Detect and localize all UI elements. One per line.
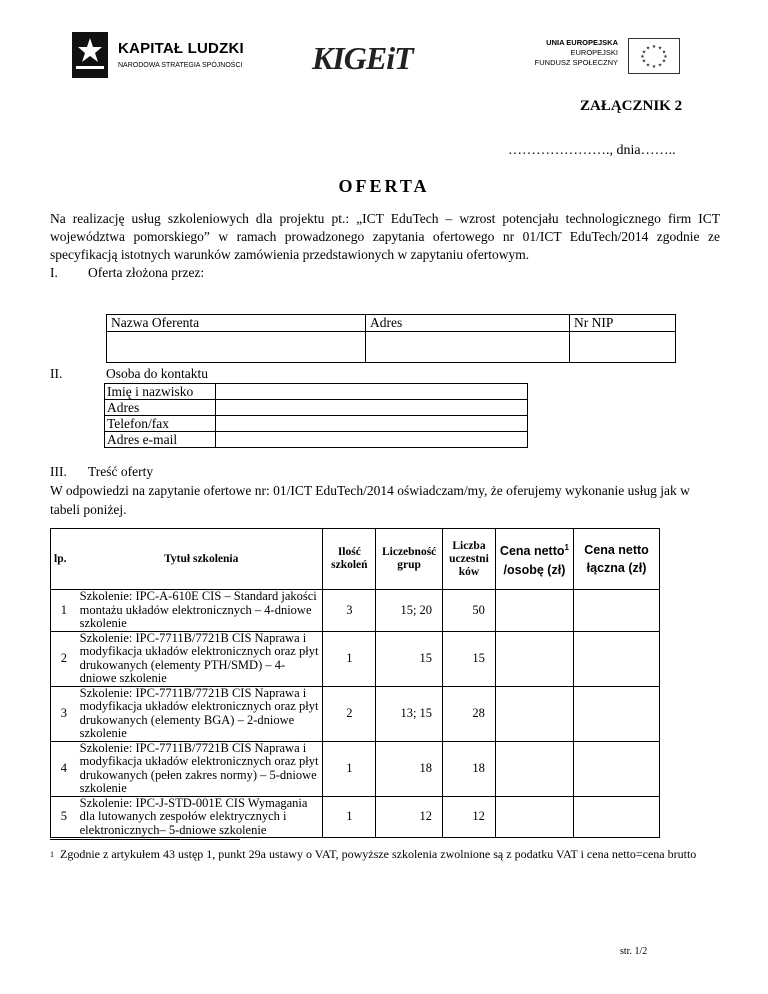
footnote-text: Zgodnie z artykułem 43 ustęp 1, punkt 29a ustawy o VAT, powyższe szkolenia zwolnione są z podatku VAT i cena netto=cena brutto xyxy=(60,847,697,861)
contact-label-email: Adres e-mail xyxy=(105,432,216,448)
col-nr-nip: Nr NIP xyxy=(570,315,676,332)
contact-email-field[interactable] xyxy=(216,432,528,448)
svg-text:★: ★ xyxy=(641,49,647,56)
section3-heading xyxy=(50,462,710,481)
contact-table xyxy=(104,383,528,448)
adres-field[interactable] xyxy=(366,332,570,363)
row-lp: 5 xyxy=(51,796,77,838)
svg-text:★: ★ xyxy=(657,62,663,69)
section3-label: Treść oferty xyxy=(88,464,154,479)
section2-number: II. xyxy=(50,366,63,381)
row-groups: 18 xyxy=(376,741,443,796)
footnote xyxy=(50,846,720,863)
row-price-net-field[interactable] xyxy=(495,590,573,632)
row-title: Szkolenie: IPC-7711B/7721B CIS Naprawa i modyfikacja układów elektronicznych oraz płyt drukowanych (elementy BGA) – 2-dniowe szkolenie xyxy=(77,686,323,741)
header-price-net-tail: /osobę (zł) xyxy=(503,562,566,577)
row-total-net-field[interactable] xyxy=(574,631,660,686)
header-participants: Liczba uczestni ków xyxy=(443,529,496,590)
row-groups: 15; 20 xyxy=(376,590,443,632)
header-lp-title xyxy=(51,529,323,590)
kigeit-logo-text: KIGEiT xyxy=(312,40,413,76)
intro-text: Na realizację usług szkoleniowych dla projektu pt.: „ICT EduTech – wzrost potencjału technologicznego firm ICT województwa pomorskiego” w ramach prowadzonego zapytania ofertowego nr 01/ICT EduTech/2014 zgodnie ze specyfikacją istotnych warunków zamówienia przedstawionych w zapytaniu ofertowym. xyxy=(50,211,720,262)
table-row xyxy=(51,590,660,632)
eu-flag-icon xyxy=(628,38,680,74)
kapital-ludzki-emblem-icon xyxy=(72,32,108,78)
header-total-net: Cena netto łączna (zł) xyxy=(574,529,660,590)
header-lp: lp. xyxy=(54,552,67,565)
svg-text:★: ★ xyxy=(645,62,651,69)
row-lp: 3 xyxy=(51,686,77,741)
offer-table xyxy=(50,528,660,838)
section3 xyxy=(50,462,710,519)
row-total-net-field[interactable] xyxy=(574,686,660,741)
header-price-net-text: Cena netto xyxy=(499,544,565,559)
intro-paragraph xyxy=(50,210,720,282)
ue-line2: EUROPEJSKI xyxy=(570,48,618,57)
row-total-net-field[interactable] xyxy=(574,741,660,796)
row-groups: 13; 15 xyxy=(376,686,443,741)
section3-number: III. xyxy=(50,464,67,479)
row-price-net-field[interactable] xyxy=(495,631,573,686)
section1-heading xyxy=(50,264,720,282)
row-participants: 50 xyxy=(443,590,496,632)
page-number: str. 1/2 xyxy=(620,946,648,957)
oferent-table xyxy=(106,314,676,363)
footnote-rule xyxy=(50,839,240,840)
header-price-net xyxy=(495,529,573,590)
row-total-net-field[interactable] xyxy=(574,796,660,838)
row-price-net-field[interactable] xyxy=(495,686,573,741)
ue-line1: UNIA EUROPEJSKA xyxy=(546,38,618,47)
contact-label-name: Imię i nazwisko xyxy=(105,384,216,400)
contact-label-address: Adres xyxy=(105,400,216,416)
row-groups: 15 xyxy=(376,631,443,686)
table-row xyxy=(51,631,660,686)
row-count: 1 xyxy=(323,741,376,796)
annex-label: ZAŁĄCZNIK 2 xyxy=(580,98,683,114)
row-total-net-field[interactable] xyxy=(574,590,660,632)
row-title: Szkolenie: IPC-7711B/7721B CIS Naprawa i modyfikacja układów elektronicznych oraz płyt drukowanych (pełen zakres normy) – 5-dniowe szkolenie xyxy=(77,741,323,796)
kapital-ludzki-title: KAPITAŁ LUDZKI xyxy=(118,40,244,57)
row-title: Szkolenie: IPC-J-STD-001E CIS Wymagania dla lutowanych zespołów elektrycznych i elektronicznych– 5-dniowe szkolenie xyxy=(77,796,323,838)
table-row xyxy=(51,741,660,796)
nr-nip-field[interactable] xyxy=(570,332,676,363)
header-count: Ilość szkoleń xyxy=(323,529,376,590)
row-count: 3 xyxy=(323,590,376,632)
row-title: Szkolenie: IPC-A-610E CIS – Standard jakości montażu układów elektronicznych – 4-dniowe szkolenie xyxy=(77,590,323,632)
row-count: 1 xyxy=(323,796,376,838)
ue-logo xyxy=(522,38,678,78)
nazwa-oferenta-field[interactable] xyxy=(107,332,366,363)
row-count: 2 xyxy=(323,686,376,741)
ue-line3: FUNDUSZ SPOŁECZNY xyxy=(534,58,618,67)
row-lp: 2 xyxy=(51,631,77,686)
row-participants: 18 xyxy=(443,741,496,796)
row-participants: 12 xyxy=(443,796,496,838)
table-row xyxy=(51,686,660,741)
contact-address-field[interactable] xyxy=(216,400,528,416)
row-title: Szkolenie: IPC-7711B/7721B CIS Naprawa i modyfikacja układów elektronicznych oraz płyt drukowanych (elementy PTH/SMD) – 4-dniowe szkolenie xyxy=(77,631,323,686)
kigeit-logo xyxy=(312,40,432,80)
svg-text:★: ★ xyxy=(661,49,667,56)
offer-table-header xyxy=(51,529,660,590)
row-price-net-field[interactable] xyxy=(495,741,573,796)
row-count: 1 xyxy=(323,631,376,686)
svg-text:★: ★ xyxy=(661,58,667,65)
row-lp: 1 xyxy=(51,590,77,632)
svg-text:★: ★ xyxy=(663,54,668,60)
svg-text:★: ★ xyxy=(651,44,657,50)
ue-logo-text xyxy=(522,38,618,68)
section2-label: Osoba do kontaktu xyxy=(106,366,208,381)
row-participants: 15 xyxy=(443,631,496,686)
svg-text:★: ★ xyxy=(657,45,663,52)
row-groups: 12 xyxy=(376,796,443,838)
kapital-ludzki-subtitle: NARODOWA STRATEGIA SPÓJNOŚCI xyxy=(118,62,243,69)
section1-number: I. xyxy=(50,265,58,280)
section2-heading xyxy=(50,366,208,382)
contact-label-phone: Telefon/fax xyxy=(105,416,216,432)
table-row xyxy=(51,796,660,838)
row-lp: 4 xyxy=(51,741,77,796)
contact-name-field[interactable] xyxy=(216,384,528,400)
header-title: Tytuł szkolenia xyxy=(164,552,239,565)
section1-label: Oferta złożona przez: xyxy=(88,265,205,280)
header-groups: Liczebność grup xyxy=(376,529,443,590)
footnote-mark: 1 xyxy=(50,850,54,859)
kapital-ludzki-logo xyxy=(72,32,252,80)
section3-text: W odpowiedzi na zapytanie ofertowe nr: 01/ICT EduTech/2014 oświadczam/my, że oferujemy wykonanie usług jak w tabeli poniżej. xyxy=(50,483,690,517)
place-date-line: …………………., dnia…….. xyxy=(508,143,676,158)
svg-text:★: ★ xyxy=(645,45,651,52)
footnote-ref: 1 xyxy=(564,543,569,553)
svg-text:★: ★ xyxy=(640,54,645,60)
row-participants: 28 xyxy=(443,686,496,741)
contact-phone-field[interactable] xyxy=(216,416,528,432)
col-nazwa-oferenta: Nazwa Oferenta xyxy=(107,315,366,332)
row-price-net-field[interactable] xyxy=(495,796,573,838)
svg-text:★: ★ xyxy=(641,58,647,65)
svg-text:★: ★ xyxy=(651,64,657,70)
col-adres: Adres xyxy=(366,315,570,332)
page-title: OFERTA xyxy=(338,176,430,196)
